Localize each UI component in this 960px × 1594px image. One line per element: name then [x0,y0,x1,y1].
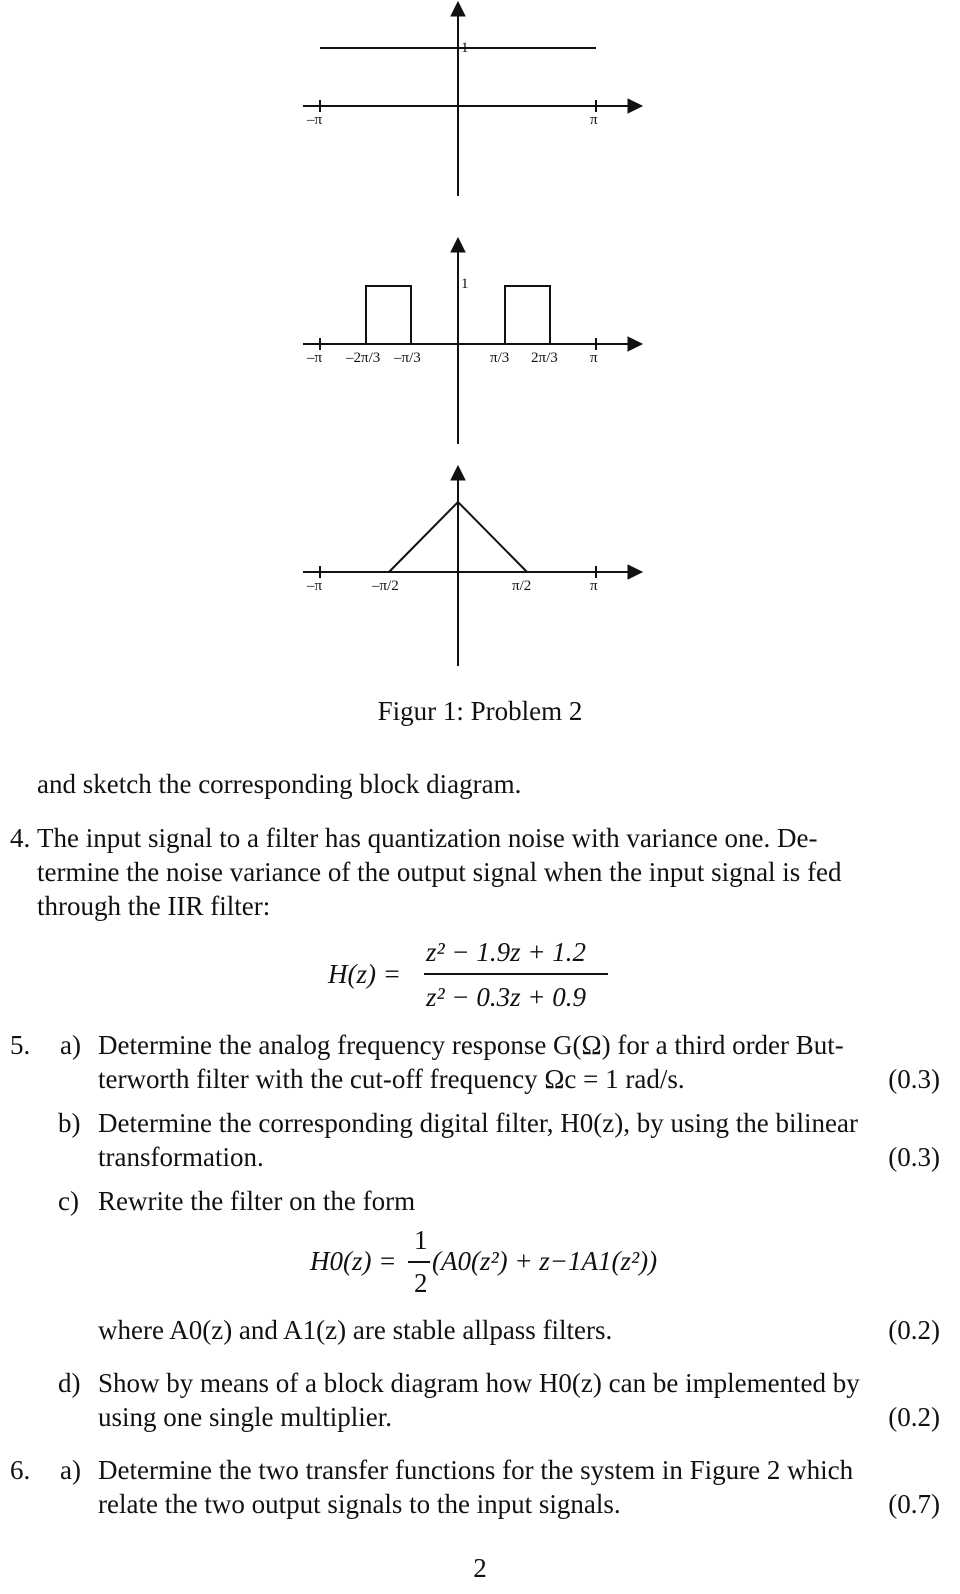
h0-equation-rhs: (A0(z²) + z−1A1(z²)) [432,1246,658,1276]
plot-2-tick-label: –π/3 [394,350,421,366]
plot-1-tick-label: –π [307,112,323,128]
problem-5a-line-1: Determine the analog frequency response G(Ω) for a third order But- [98,1030,844,1060]
h0-fraction-bar [408,1261,430,1264]
problem-4-line-1: The input signal to a filter has quantization noise with variance one. De- [37,823,818,853]
plot-3-tick-label: –π/2 [372,578,399,594]
h0-equation-num: 1 [414,1225,428,1255]
hz-equation-numerator: z² − 1.9z + 1.2 [426,937,587,967]
problem-5c-label: c) [58,1186,79,1216]
plot-3-tick-label: π/2 [512,578,532,594]
problem-5a-label: a) [60,1030,81,1060]
problem-5c-line-2: where A0(z) and A1(z) are stable allpass filters. [98,1315,613,1345]
problem-5c-points: (0.2) [888,1315,940,1345]
hz-fraction-bar [424,973,608,976]
plot-1 [303,2,642,196]
plot-2-y-arrow [451,238,465,252]
problem-5b-line-2: transformation. [98,1142,264,1172]
problem-4-number: 4. [10,823,31,853]
hz-equation-denominator: z² − 0.3z + 0.9 [426,982,587,1012]
problem-5d-line-1: Show by means of a block diagram how H0(z) can be implemented by [98,1368,860,1398]
plot-1-y-arrow [451,2,465,16]
problem-5d-points: (0.2) [888,1402,940,1432]
figure-caption: Figur 1: Problem 2 [377,696,583,726]
plot-2-level-label: 1 [461,276,469,292]
problem-5a-line-2: terworth filter with the cut-off frequency Ωc = 1 rad/s. [98,1064,685,1094]
problem-6-number: 6. [10,1455,31,1485]
plot-1-tick-label: π [590,112,598,128]
hz-equation-lhs: H(z) = [328,959,401,989]
plot-3-y-arrow [451,466,465,480]
problem-6a-line-2: relate the two output signals to the input signals. [98,1489,621,1519]
h0-equation-lhs: H0(z) = [310,1246,397,1276]
plot-3-x-arrow [628,565,642,579]
problem-5d-label: d) [58,1368,81,1398]
page-number: 2 [473,1553,487,1583]
plot-2-tick-label: π/3 [490,350,510,366]
problem-5b-label: b) [58,1108,81,1138]
plot-2-tick-label: π [590,350,598,366]
plot-3 [303,466,642,666]
plot-3-tick-label: π [590,578,598,594]
problem-5-number: 5. [10,1030,31,1060]
problem-6a-line-1: Determine the two transfer functions for the system in Figure 2 which [98,1455,854,1485]
problem-5b-line-1: Determine the corresponding digital filter, H0(z), by using the bilinear [98,1108,858,1138]
problem-5b-points: (0.3) [888,1142,940,1172]
problem-4-line-3: through the IIR filter: [37,891,271,921]
problem-6a-label: a) [60,1455,81,1485]
plot-3-tick-label: –π [307,578,323,594]
plot-2 [303,238,642,444]
plot-2-x-arrow [628,337,642,351]
problem-5a-points: (0.3) [888,1064,940,1094]
problem-6a-points: (0.7) [888,1489,940,1519]
problem-5d-line-2: using one single multiplier. [98,1402,392,1432]
problem-4-line-2: termine the noise variance of the output signal when the input signal is fed [37,857,842,887]
plot-2-tick-label: 2π/3 [531,350,558,366]
sketch-block-diagram-line: and sketch the corresponding block diagram. [37,769,522,799]
figure-1 [0,0,960,690]
plot-1-level-label: 1 [461,40,469,56]
plot-2-pulse-right [505,286,550,344]
problem-5c-line-1: Rewrite the filter on the form [98,1186,416,1216]
h0-equation-den: 2 [414,1268,428,1298]
plot-2-pulse-left [366,286,411,344]
plot-2-tick-label: –π [307,350,323,366]
plot-2-tick-label: –2π/3 [346,350,381,366]
plot-1-x-arrow [628,99,642,113]
